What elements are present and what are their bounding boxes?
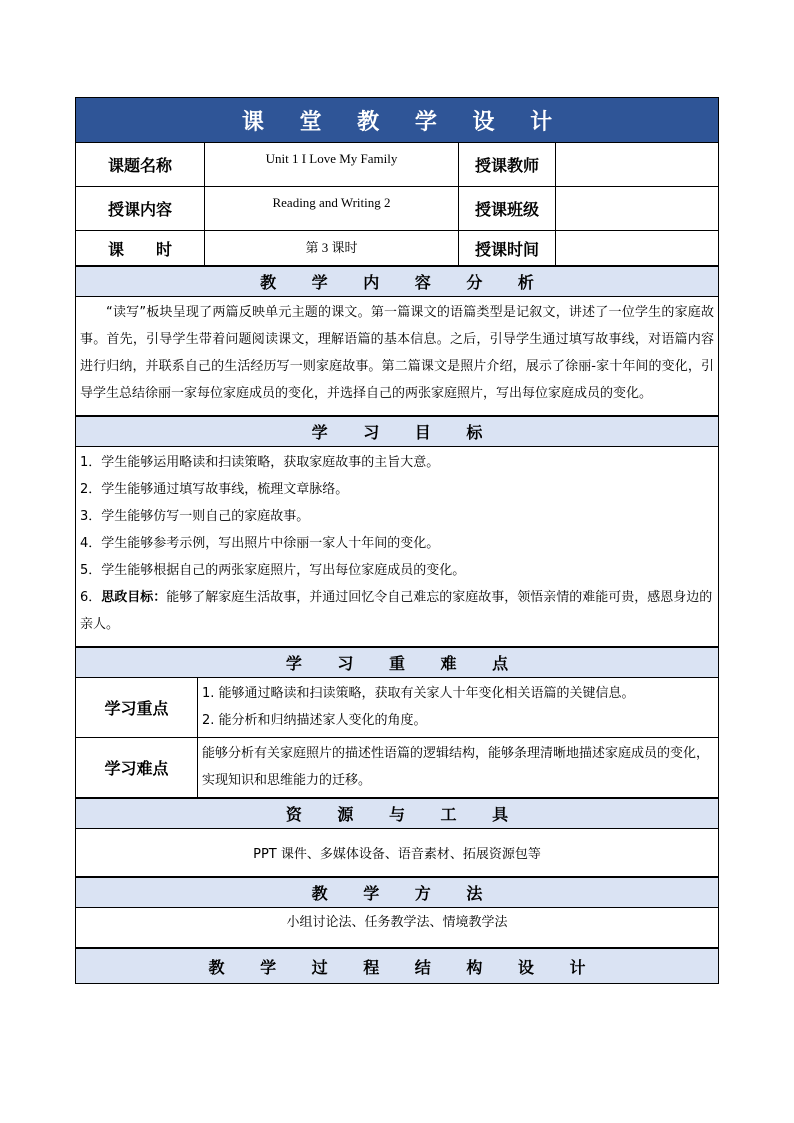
analysis-heading-bar [75, 266, 719, 297]
info-row-period [75, 231, 719, 266]
objective-item: 5．学生能够根据自己的两张家庭照片，写出每位家庭成员的变化。 [80, 563, 466, 578]
methods-heading-bar [75, 877, 719, 908]
document-title-bar [75, 97, 719, 143]
focus-label: 学习重点 [76, 678, 198, 737]
objectives-list [75, 447, 719, 647]
objective-number: 6． [80, 590, 102, 605]
difficulty-label: 学习难点 [76, 738, 198, 797]
period-label: 课 时 [76, 231, 205, 265]
difficulty-content: 能够分析有关家庭照片的描述性语篇的逻辑结构，能够条理清晰地描述家庭成员的变化，实现知识和思维能力的迁移。 [202, 746, 710, 788]
teacher-label: 授课教师 [459, 143, 556, 186]
analysis-heading: 教 学 内 容 分 析 [260, 273, 549, 292]
methods-text: 小组讨论法、任务教学法、情境教学法 [286, 915, 508, 930]
topic-label: 课题名称 [76, 143, 205, 186]
resources-row [75, 829, 719, 877]
objectives-heading: 学 习 目 标 [311, 423, 498, 442]
time-value [556, 231, 718, 265]
ideology-text: 能够了解家庭生活故事，并通过回忆令自己难忘的家庭故事，领悟亲情的难能可贵，感恩身边的亲人。 [80, 590, 713, 632]
process-heading: 教 学 过 程 结 构 设 计 [208, 957, 601, 977]
ideology-tag: 思政目标： [101, 590, 167, 605]
objective-item-ideology [80, 584, 714, 638]
teacher-value [556, 143, 718, 186]
lesson-plan-table [75, 97, 719, 984]
keypoints-heading: 学 习 重 难 点 [285, 654, 524, 673]
time-label: 授课时间 [459, 231, 556, 265]
document-title: 课 堂 教 学 设 计 [241, 108, 567, 135]
class-label: 授课班级 [459, 187, 556, 230]
difficulty-row [75, 738, 719, 798]
resources-heading-bar [75, 798, 719, 829]
focus-item: 1. 能够通过略读和扫读策略，获取有关家人十年变化相关语篇的关键信息。 [202, 686, 635, 701]
focus-item: 2. 能分析和归纳描述家人变化的角度。 [202, 713, 427, 728]
resources-heading: 资 源 与 工 具 [285, 805, 524, 824]
resources-text: PPT 课件、多媒体设备、语音素材、拓展资源包等 [253, 847, 541, 862]
keypoints-heading-bar [75, 647, 719, 678]
class-value [556, 187, 718, 230]
focus-row [75, 678, 719, 738]
info-row-topic [75, 143, 719, 187]
topic-value: Unit 1 I Love My Family [205, 143, 459, 186]
objectives-heading-bar [75, 416, 719, 447]
content-value: Reading and Writing 2 [205, 187, 459, 230]
process-heading-bar [75, 948, 719, 984]
analysis-text: “读写”板块呈现了两篇反映单元主题的课文。第一篇课文的语篇类型是记叙文，讲述了一位学生的家庭故事。首先，引导学生带着问题阅读课文，理解语篇的基本信息。之后，引导学生通过填写故事线，对语篇内容进行归纳，并联系自己的生活经历写一则家庭故事。第二篇课文是照片介绍，展示了徐丽-家十年间的变化，引导学生总结徐丽一家每位家庭成员的变化，并选择自己的两张家庭照片，写出每位家庭成员的变化。 [75, 297, 719, 416]
objective-item: 3．学生能够仿写一则自己的家庭故事。 [80, 509, 310, 524]
objective-item: 1．学生能够运用略读和扫读策略，获取家庭故事的主旨大意。 [80, 455, 440, 470]
period-value: 第 3 课时 [205, 231, 459, 265]
objective-item: 2．学生能够通过填写故事线，梳理文章脉络。 [80, 482, 349, 497]
methods-heading: 教 学 方 法 [311, 884, 498, 903]
objective-item: 4．学生能够参考示例，写出照片中徐丽一家人十年间的变化。 [80, 536, 440, 551]
info-row-content [75, 187, 719, 231]
difficulty-text [198, 738, 718, 797]
focus-text [198, 678, 718, 737]
content-label: 授课内容 [76, 187, 205, 230]
methods-row [75, 908, 719, 948]
